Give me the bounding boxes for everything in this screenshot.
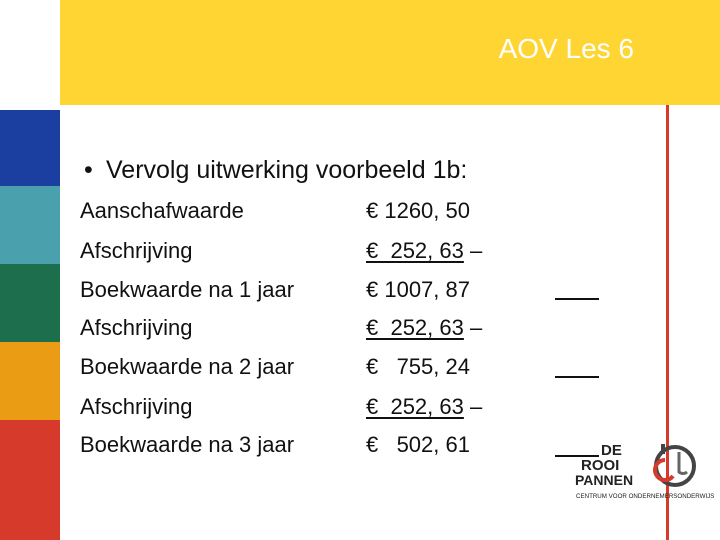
row-amount: € 1260, 50 xyxy=(366,198,470,223)
slide-header xyxy=(60,0,720,105)
logo-line-de: DE xyxy=(601,442,622,459)
row-amount: € 502, 61 xyxy=(366,432,470,457)
row-label: Afschrijving xyxy=(80,315,193,340)
row-label: Aanschafwaarde xyxy=(80,198,244,223)
row-amount: € 755, 24 xyxy=(366,354,470,379)
stripe-orange xyxy=(0,342,60,420)
calc-row xyxy=(80,277,470,307)
calc-row xyxy=(80,315,483,345)
row-amount: € 252, 63 – xyxy=(366,315,483,340)
row-label: Boekwaarde na 2 jaar xyxy=(80,354,295,379)
stripe-green xyxy=(0,264,60,342)
row-label: Afschrijving xyxy=(80,238,193,263)
logo-line-rooi: ROOI xyxy=(581,457,620,474)
logo-emblem-icon xyxy=(655,444,694,485)
bullet-text: Vervolg uitwerking voorbeeld 1b: xyxy=(106,156,468,184)
calc-row xyxy=(80,238,483,268)
stripe-teal xyxy=(0,186,60,264)
stripe-red xyxy=(0,420,60,540)
answer-line xyxy=(555,298,599,300)
bullet-icon: • xyxy=(84,156,93,184)
stripe-white xyxy=(0,0,60,110)
row-label: Boekwaarde na 1 jaar xyxy=(80,277,295,302)
logo-tagline: CENTRUM VOOR ONDERNEMERSONDERWIJS xyxy=(576,493,715,500)
calc-row xyxy=(80,394,483,424)
row-amount: € 252, 63 – xyxy=(366,394,483,419)
slide-title: AOV Les 6 xyxy=(498,33,634,64)
row-label: Boekwaarde na 3 jaar xyxy=(80,432,295,457)
calc-row xyxy=(80,198,470,228)
calc-row xyxy=(80,354,470,384)
row-amount: € 252, 63 – xyxy=(366,238,483,263)
row-amount: € 1007, 87 xyxy=(366,277,470,302)
calc-row xyxy=(80,432,470,462)
logo-line-pannen: PANNEN xyxy=(575,472,634,488)
row-label: Afschrijving xyxy=(80,394,193,419)
de-rooi-pannen-logo xyxy=(575,438,715,503)
stripe-blue xyxy=(0,110,60,186)
answer-line xyxy=(555,376,599,378)
bullet-heading xyxy=(84,156,467,185)
